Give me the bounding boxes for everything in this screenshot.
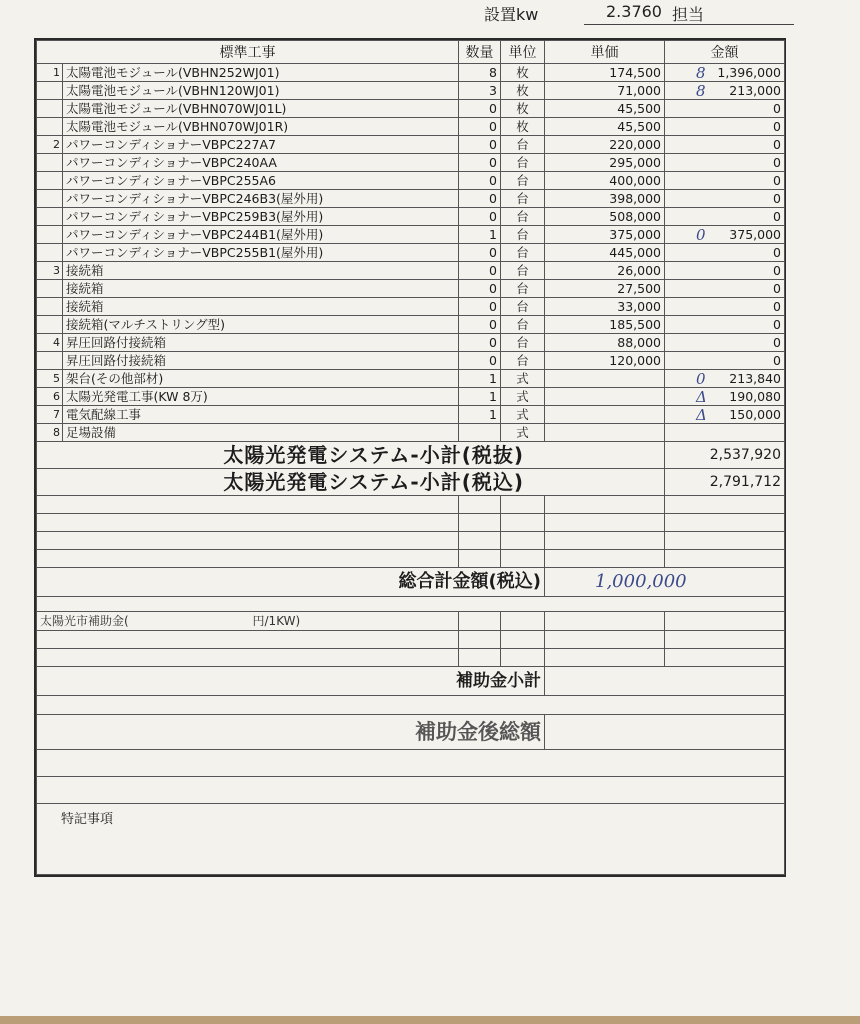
row-index: 8 xyxy=(37,424,63,442)
table-row xyxy=(37,352,785,370)
row-index: 4 xyxy=(37,334,63,352)
row-unit: 台 xyxy=(501,262,545,280)
row-price xyxy=(545,388,665,406)
blank-row xyxy=(37,550,785,568)
handwritten-mark: 0 xyxy=(696,225,706,244)
table-row xyxy=(37,244,785,262)
row-amount: 0 xyxy=(665,262,785,280)
row-amount xyxy=(665,226,785,244)
notes-row xyxy=(37,804,785,875)
row-index xyxy=(37,100,63,118)
subtotal-ex-row xyxy=(37,442,785,469)
subsidy-unit: 円/1KW) xyxy=(252,614,301,628)
row-name: 太陽光発電工事(KW 8万) xyxy=(63,388,459,406)
row-qty: 3 xyxy=(459,82,501,100)
manager-line xyxy=(584,24,794,25)
col-unit: 単位 xyxy=(501,41,545,64)
row-name: パワーコンディショナーVBPC240AA xyxy=(63,154,459,172)
row-index xyxy=(37,118,63,136)
blank-row xyxy=(37,514,785,532)
table-row xyxy=(37,262,785,280)
install-label: 設置kw xyxy=(484,5,539,24)
row-unit: 台 xyxy=(501,208,545,226)
row-qty: 0 xyxy=(459,136,501,154)
row-price xyxy=(545,370,665,388)
table-row xyxy=(37,172,785,190)
row-unit: 台 xyxy=(501,136,545,154)
row-qty: 1 xyxy=(459,226,501,244)
subsidy-row xyxy=(37,612,785,631)
row-amount xyxy=(665,370,785,388)
table-row xyxy=(37,190,785,208)
row-index xyxy=(37,154,63,172)
row-name: 接続箱 xyxy=(63,262,459,280)
row-index xyxy=(37,172,63,190)
row-qty: 0 xyxy=(459,352,501,370)
row-name: パワーコンディショナーVBPC246B3(屋外用) xyxy=(63,190,459,208)
row-price: 445,000 xyxy=(545,244,665,262)
row-qty: 0 xyxy=(459,316,501,334)
row-amount xyxy=(665,82,785,100)
row-qty: 1 xyxy=(459,370,501,388)
row-name: 太陽電池モジュール(VBHN252WJ01) xyxy=(63,64,459,82)
row-unit: 式 xyxy=(501,424,545,442)
row-price: 26,000 xyxy=(545,262,665,280)
handwritten-mark: 0 xyxy=(696,369,706,388)
subtotal-in-value: 2,791,712 xyxy=(665,469,785,496)
grand-total-handwritten: 1,000,000 xyxy=(545,568,785,597)
blank-row xyxy=(37,750,785,777)
row-qty: 0 xyxy=(459,118,501,136)
row-price: 27,500 xyxy=(545,280,665,298)
table-row xyxy=(37,316,785,334)
handwritten-mark: Δ xyxy=(696,387,707,406)
row-qty: 0 xyxy=(459,100,501,118)
row-amount xyxy=(665,64,785,82)
col-amount: 金額 xyxy=(665,41,785,64)
amount-value: 375,000 xyxy=(729,226,781,242)
table-row xyxy=(37,406,785,424)
row-unit: 台 xyxy=(501,316,545,334)
table-row xyxy=(37,208,785,226)
table-header xyxy=(37,41,785,64)
row-unit: 式 xyxy=(501,406,545,424)
row-amount: 0 xyxy=(665,208,785,226)
grand-total-row xyxy=(37,568,785,597)
row-unit: 台 xyxy=(501,352,545,370)
table-row xyxy=(37,118,785,136)
row-price: 120,000 xyxy=(545,352,665,370)
amount-value: 213,840 xyxy=(729,370,781,386)
table-row xyxy=(37,388,785,406)
blank-row xyxy=(37,631,785,649)
manager-label: 担当 xyxy=(672,5,705,24)
row-index xyxy=(37,226,63,244)
row-qty: 0 xyxy=(459,172,501,190)
blank-row xyxy=(37,532,785,550)
row-price: 295,000 xyxy=(545,154,665,172)
row-name: 接続箱(マルチストリング型) xyxy=(63,316,459,334)
row-qty: 0 xyxy=(459,154,501,172)
row-price: 508,000 xyxy=(545,208,665,226)
table-row xyxy=(37,370,785,388)
row-index xyxy=(37,298,63,316)
row-unit: 枚 xyxy=(501,64,545,82)
row-name: パワーコンディショナーVBPC255A6 xyxy=(63,172,459,190)
row-amount: 0 xyxy=(665,334,785,352)
table-row xyxy=(37,226,785,244)
row-amount: 0 xyxy=(665,280,785,298)
row-unit: 台 xyxy=(501,244,545,262)
blank-row xyxy=(37,496,785,514)
row-index: 2 xyxy=(37,136,63,154)
row-qty: 0 xyxy=(459,244,501,262)
row-name: パワーコンディショナーVBPC227A7 xyxy=(63,136,459,154)
row-index xyxy=(37,82,63,100)
subtotal-ex-label: 太陽光発電システム-小計(税抜) xyxy=(37,442,665,469)
table-row xyxy=(37,280,785,298)
row-price: 45,500 xyxy=(545,100,665,118)
row-amount: 0 xyxy=(665,172,785,190)
amount-value: 1,396,000 xyxy=(717,64,781,80)
row-amount: 0 xyxy=(665,190,785,208)
row-index: 3 xyxy=(37,262,63,280)
row-name: パワーコンディショナーVBPC255B1(屋外用) xyxy=(63,244,459,262)
row-index xyxy=(37,244,63,262)
row-amount: 0 xyxy=(665,154,785,172)
after-subsidy-label: 補助金後総額 xyxy=(37,715,545,750)
row-index: 1 xyxy=(37,64,63,82)
row-name: 昇圧回路付接続箱 xyxy=(63,352,459,370)
row-qty: 0 xyxy=(459,190,501,208)
row-price: 33,000 xyxy=(545,298,665,316)
row-unit: 枚 xyxy=(501,118,545,136)
row-unit: 台 xyxy=(501,280,545,298)
row-unit: 台 xyxy=(501,154,545,172)
col-qty: 数量 xyxy=(459,41,501,64)
row-name: 足場設備 xyxy=(63,424,459,442)
subtotal-in-label: 太陽光発電システム-小計(税込) xyxy=(37,469,665,496)
row-index xyxy=(37,190,63,208)
subsidy-label: 太陽光市補助金( xyxy=(40,614,129,628)
table-row xyxy=(37,298,785,316)
row-price: 375,000 xyxy=(545,226,665,244)
table-row xyxy=(37,334,785,352)
row-index: 6 xyxy=(37,388,63,406)
table-row xyxy=(37,82,785,100)
table-row xyxy=(37,64,785,82)
notes-label: 特記事項 xyxy=(37,804,785,875)
subsidy-subtotal-row xyxy=(37,667,785,696)
row-price: 88,000 xyxy=(545,334,665,352)
row-index xyxy=(37,280,63,298)
col-price: 単価 xyxy=(545,41,665,64)
row-qty: 1 xyxy=(459,388,501,406)
table-row xyxy=(37,100,785,118)
row-unit: 枚 xyxy=(501,100,545,118)
row-name: 太陽電池モジュール(VBHN120WJ01) xyxy=(63,82,459,100)
row-name: 接続箱 xyxy=(63,298,459,316)
handwritten-mark: 8 xyxy=(696,63,706,82)
row-name: 太陽電池モジュール(VBHN070WJ01L) xyxy=(63,100,459,118)
row-name: パワーコンディショナーVBPC244B1(屋外用) xyxy=(63,226,459,244)
handwritten-mark: Δ xyxy=(696,405,707,424)
row-amount xyxy=(665,388,785,406)
amount-value: 150,000 xyxy=(729,406,781,422)
row-amount: 0 xyxy=(665,100,785,118)
row-amount: 0 xyxy=(665,118,785,136)
subtotal-ex-value: 2,537,920 xyxy=(665,442,785,469)
row-amount: 0 xyxy=(665,316,785,334)
row-qty: 0 xyxy=(459,298,501,316)
row-price: 45,500 xyxy=(545,118,665,136)
row-unit: 台 xyxy=(501,226,545,244)
row-index xyxy=(37,208,63,226)
row-index xyxy=(37,352,63,370)
grand-total-label: 総合計金額(税込) xyxy=(37,568,545,597)
row-qty: 0 xyxy=(459,334,501,352)
row-name: 昇圧回路付接続箱 xyxy=(63,334,459,352)
row-qty: 8 xyxy=(459,64,501,82)
row-qty xyxy=(459,424,501,442)
blank-row xyxy=(37,649,785,667)
row-price xyxy=(545,406,665,424)
table-row xyxy=(37,154,785,172)
row-amount: 0 xyxy=(665,244,785,262)
amount-value: 213,000 xyxy=(729,82,781,98)
row-name: 架台(その他部材) xyxy=(63,370,459,388)
row-price: 400,000 xyxy=(545,172,665,190)
row-unit: 台 xyxy=(501,190,545,208)
row-unit: 台 xyxy=(501,172,545,190)
row-index: 7 xyxy=(37,406,63,424)
row-qty: 0 xyxy=(459,208,501,226)
table-edge xyxy=(0,1016,860,1024)
row-qty: 1 xyxy=(459,406,501,424)
install-value: 2.3760 xyxy=(606,2,662,21)
table-row xyxy=(37,136,785,154)
row-index: 5 xyxy=(37,370,63,388)
row-amount: 0 xyxy=(665,136,785,154)
row-unit: 式 xyxy=(501,388,545,406)
estimate-table xyxy=(34,38,786,877)
col-name: 標準工事 xyxy=(37,41,459,64)
row-price: 185,500 xyxy=(545,316,665,334)
row-qty: 0 xyxy=(459,280,501,298)
row-index xyxy=(37,316,63,334)
row-unit: 台 xyxy=(501,298,545,316)
row-amount xyxy=(665,424,785,442)
row-name: 接続箱 xyxy=(63,280,459,298)
row-name: 太陽電池モジュール(VBHN070WJ01R) xyxy=(63,118,459,136)
subsidy-subtotal-label: 補助金小計 xyxy=(37,667,545,696)
subtotal-in-row xyxy=(37,469,785,496)
row-price xyxy=(545,424,665,442)
row-price: 398,000 xyxy=(545,190,665,208)
row-qty: 0 xyxy=(459,262,501,280)
amount-value: 190,080 xyxy=(729,388,781,404)
table-row xyxy=(37,424,785,442)
blank-row xyxy=(37,777,785,804)
after-subsidy-row xyxy=(37,715,785,750)
handwritten-mark: 8 xyxy=(696,81,706,100)
row-unit: 式 xyxy=(501,370,545,388)
row-price: 220,000 xyxy=(545,136,665,154)
row-unit: 枚 xyxy=(501,82,545,100)
row-price: 71,000 xyxy=(545,82,665,100)
row-unit: 台 xyxy=(501,334,545,352)
blank-row xyxy=(37,597,785,612)
row-amount: 0 xyxy=(665,298,785,316)
blank-row xyxy=(37,696,785,715)
row-name: 電気配線工事 xyxy=(63,406,459,424)
row-name: パワーコンディショナーVBPC259B3(屋外用) xyxy=(63,208,459,226)
row-amount: 0 xyxy=(665,352,785,370)
row-price: 174,500 xyxy=(545,64,665,82)
row-amount xyxy=(665,406,785,424)
